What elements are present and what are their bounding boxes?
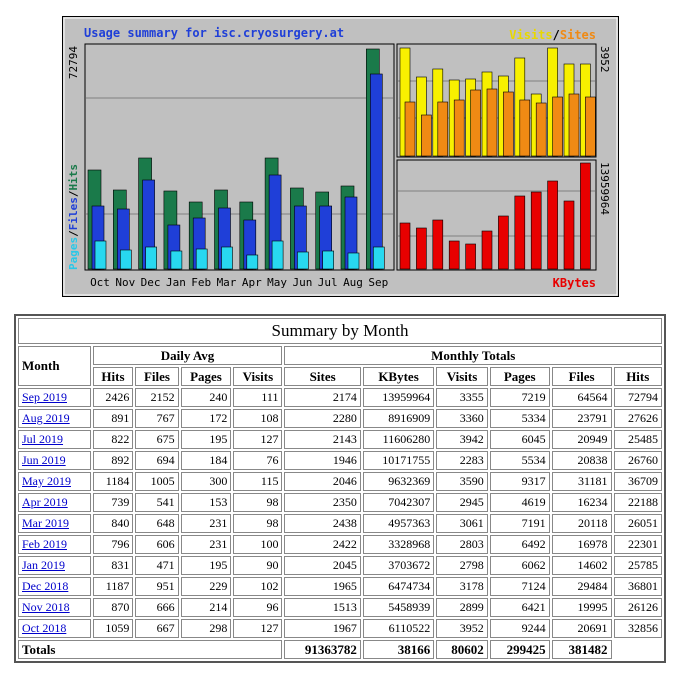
bar-kbytes-may <box>515 196 525 269</box>
bar-pages-nov <box>120 250 131 269</box>
col-header-pages: Pages <box>490 367 550 386</box>
bar-sites-feb <box>471 90 481 156</box>
cell-hits: 36709 <box>614 472 663 491</box>
cell-avg-pages: 231 <box>181 535 232 554</box>
cell-avg-pages: 229 <box>181 577 232 596</box>
cell-hits: 22188 <box>614 493 663 512</box>
cell-kbytes: 7042307 <box>363 493 434 512</box>
kbytes-max-label: 13959964 <box>598 162 611 215</box>
table-row <box>18 598 662 617</box>
chart-title: Usage summary for isc.cryosurgery.at <box>84 26 345 40</box>
month-cell <box>18 514 91 533</box>
month-cell <box>18 409 91 428</box>
monthly-totals-header: Monthly Totals <box>284 346 662 365</box>
table-row <box>18 556 662 575</box>
cell-sites: 1967 <box>284 619 360 638</box>
month-link[interactable]: Mar 2019 <box>22 516 69 530</box>
table-row <box>18 493 662 512</box>
cell-pages: 7219 <box>490 388 550 407</box>
cell-hits: 72794 <box>614 388 663 407</box>
cell-pages: 6492 <box>490 535 550 554</box>
cell-avg-hits: 1187 <box>93 577 134 596</box>
cell-avg-hits: 892 <box>93 451 134 470</box>
usage-chart <box>62 16 619 297</box>
cell-sites: 2280 <box>284 409 360 428</box>
bar-sites-oct <box>405 102 415 156</box>
cell-avg-files: 667 <box>135 619 178 638</box>
cell-hits: 25785 <box>614 556 663 575</box>
cell-sites: 1513 <box>284 598 360 617</box>
month-cell <box>18 556 91 575</box>
cell-files: 64564 <box>552 388 612 407</box>
x-tick-label: Feb <box>191 276 212 289</box>
totals-row <box>18 640 662 659</box>
bar-sites-sep <box>585 97 595 156</box>
cell-sites: 1946 <box>284 451 360 470</box>
cell-hits: 36801 <box>614 577 663 596</box>
totals-files: 299425 <box>490 640 550 659</box>
bar-files-sep <box>370 74 382 269</box>
cell-hits: 26051 <box>614 514 663 533</box>
bar-pages-feb <box>196 249 207 269</box>
bar-kbytes-dec <box>433 220 443 269</box>
cell-avg-pages: 195 <box>181 556 232 575</box>
table-row <box>18 451 662 470</box>
x-tick-label: Jan <box>165 276 186 289</box>
bar-kbytes-sep <box>580 163 590 269</box>
bar-pages-may <box>272 241 283 269</box>
cell-visits: 3061 <box>436 514 488 533</box>
cell-pages: 7191 <box>490 514 550 533</box>
cell-avg-visits: 102 <box>233 577 282 596</box>
month-cell <box>18 535 91 554</box>
cell-kbytes: 6110522 <box>363 619 434 638</box>
bar-sites-nov <box>421 115 431 156</box>
month-cell <box>18 451 91 470</box>
bar-kbytes-oct <box>400 223 410 269</box>
col-header-avg-hits: Hits <box>93 367 134 386</box>
cell-sites: 1965 <box>284 577 360 596</box>
hits-axis-legend: Pages/Files/Hits <box>67 164 80 270</box>
month-cell <box>18 577 91 596</box>
table-row <box>18 388 662 407</box>
bar-sites-jan <box>454 100 464 156</box>
column-header-row <box>18 367 662 386</box>
cell-visits: 2899 <box>436 598 488 617</box>
cell-pages: 6045 <box>490 430 550 449</box>
hits-max-label: 72794 <box>67 46 80 80</box>
bar-sites-dec <box>438 102 448 156</box>
cell-avg-hits: 1059 <box>93 619 134 638</box>
cell-avg-pages: 184 <box>181 451 232 470</box>
legend-pages: Pages <box>67 236 80 270</box>
col-header-sites: Sites <box>284 367 360 386</box>
month-link[interactable]: Jun 2019 <box>22 453 66 467</box>
month-link[interactable]: Nov 2018 <box>22 600 70 614</box>
totals-hits: 381482 <box>552 640 612 659</box>
bar-kbytes-aug <box>564 201 574 269</box>
cell-avg-pages: 172 <box>181 409 232 428</box>
cell-avg-hits: 870 <box>93 598 134 617</box>
cell-sites: 2438 <box>284 514 360 533</box>
col-header-kbytes: KBytes <box>363 367 434 386</box>
cell-avg-files: 767 <box>135 409 178 428</box>
bar-pages-dec <box>146 247 157 269</box>
cell-kbytes: 5458939 <box>363 598 434 617</box>
cell-avg-hits: 739 <box>93 493 134 512</box>
legend-files: Files <box>67 197 80 231</box>
col-header-files: Files <box>552 367 612 386</box>
cell-visits: 3590 <box>436 472 488 491</box>
month-cell <box>18 430 91 449</box>
x-tick-label: Aug <box>343 276 363 289</box>
cell-avg-pages: 298 <box>181 619 232 638</box>
cell-files: 23791 <box>552 409 612 428</box>
cell-kbytes: 6474734 <box>363 577 434 596</box>
month-cell <box>18 493 91 512</box>
bar-kbytes-mar <box>482 231 492 269</box>
table-caption: Summary by Month <box>18 318 662 344</box>
month-link[interactable]: Dec 2018 <box>22 579 69 593</box>
cell-pages: 4619 <box>490 493 550 512</box>
cell-files: 19995 <box>552 598 612 617</box>
cell-avg-hits: 796 <box>93 535 134 554</box>
cell-kbytes: 11606280 <box>363 430 434 449</box>
bar-pages-oct <box>95 241 106 269</box>
bar-pages-jul <box>323 251 334 269</box>
cell-visits: 3178 <box>436 577 488 596</box>
cell-avg-visits: 96 <box>233 598 282 617</box>
totals-pages: 80602 <box>436 640 488 659</box>
x-tick-label: Jul <box>317 276 338 289</box>
bar-kbytes-jan <box>449 241 459 269</box>
cell-files: 20691 <box>552 619 612 638</box>
x-tick-label: Sep <box>368 276 389 289</box>
cell-avg-files: 675 <box>135 430 178 449</box>
cell-kbytes: 8916909 <box>363 409 434 428</box>
totals-kbytes: 91363782 <box>284 640 360 659</box>
daily-avg-header: Daily Avg <box>93 346 283 365</box>
month-link[interactable]: Feb 2019 <box>22 537 67 551</box>
cell-kbytes: 3328968 <box>363 535 434 554</box>
cell-avg-visits: 127 <box>233 619 282 638</box>
cell-kbytes: 13959964 <box>363 388 434 407</box>
cell-avg-visits: 98 <box>233 493 282 512</box>
cell-avg-hits: 840 <box>93 514 134 533</box>
cell-visits: 3952 <box>436 619 488 638</box>
cell-hits: 32856 <box>614 619 663 638</box>
cell-avg-visits: 100 <box>233 535 282 554</box>
cell-avg-hits: 1184 <box>93 472 134 491</box>
x-tick-label: Jun <box>292 276 313 289</box>
cell-avg-pages: 240 <box>181 388 232 407</box>
cell-kbytes: 4957363 <box>363 514 434 533</box>
cell-avg-files: 1005 <box>135 472 178 491</box>
cell-files: 14602 <box>552 556 612 575</box>
cell-avg-pages: 214 <box>181 598 232 617</box>
cell-avg-hits: 831 <box>93 556 134 575</box>
cell-avg-files: 2152 <box>135 388 178 407</box>
cell-pages: 5334 <box>490 409 550 428</box>
cell-visits: 2283 <box>436 451 488 470</box>
totals-visits: 38166 <box>363 640 434 659</box>
summary-by-month <box>14 314 666 663</box>
x-tick-label: Apr <box>241 276 262 289</box>
cell-sites: 2422 <box>284 535 360 554</box>
cell-kbytes: 3703672 <box>363 556 434 575</box>
cell-avg-pages: 195 <box>181 430 232 449</box>
bar-sites-jun <box>536 103 546 156</box>
cell-pages: 5534 <box>490 451 550 470</box>
table-row <box>18 430 662 449</box>
cell-visits: 3942 <box>436 430 488 449</box>
table-row <box>18 472 662 491</box>
cell-avg-files: 606 <box>135 535 178 554</box>
bar-pages-jun <box>297 252 308 269</box>
cell-avg-files: 951 <box>135 577 178 596</box>
month-link[interactable]: Apr 2019 <box>22 495 68 509</box>
col-header-hits: Hits <box>614 367 663 386</box>
kbytes-legend: KBytes <box>552 276 596 290</box>
bar-kbytes-nov <box>416 228 426 269</box>
cell-visits: 2798 <box>436 556 488 575</box>
bar-sites-jul <box>553 97 563 156</box>
cell-hits: 25485 <box>614 430 663 449</box>
cell-kbytes: 9632369 <box>363 472 434 491</box>
cell-avg-visits: 115 <box>233 472 282 491</box>
cell-avg-pages: 231 <box>181 514 232 533</box>
cell-hits: 27626 <box>614 409 663 428</box>
cell-sites: 2045 <box>284 556 360 575</box>
cell-pages: 9317 <box>490 472 550 491</box>
cell-avg-files: 666 <box>135 598 178 617</box>
cell-avg-visits: 111 <box>233 388 282 407</box>
cell-avg-hits: 822 <box>93 430 134 449</box>
month-header: Month <box>18 346 91 386</box>
legend-sep: / <box>552 28 560 42</box>
legend-hits: Hits <box>67 164 80 191</box>
cell-files: 31181 <box>552 472 612 491</box>
table-row <box>18 577 662 596</box>
cell-files: 20838 <box>552 451 612 470</box>
cell-sites: 2174 <box>284 388 360 407</box>
bar-kbytes-jul <box>548 181 558 269</box>
table-row <box>18 409 662 428</box>
cell-pages: 6421 <box>490 598 550 617</box>
cell-pages: 6062 <box>490 556 550 575</box>
totals-label: Totals <box>18 640 282 659</box>
month-cell <box>18 388 91 407</box>
bar-sites-may <box>520 100 530 156</box>
month-cell <box>18 472 91 491</box>
cell-files: 20949 <box>552 430 612 449</box>
cell-avg-visits: 108 <box>233 409 282 428</box>
cell-visits: 2945 <box>436 493 488 512</box>
cell-files: 16978 <box>552 535 612 554</box>
cell-hits: 26126 <box>614 598 663 617</box>
month-link[interactable]: Sep 2019 <box>22 390 67 404</box>
month-link[interactable]: Jan 2019 <box>22 558 65 572</box>
month-link[interactable]: Aug 2019 <box>22 411 70 425</box>
month-link[interactable]: Oct 2018 <box>22 621 67 635</box>
cell-avg-pages: 153 <box>181 493 232 512</box>
cell-kbytes: 10171755 <box>363 451 434 470</box>
month-link[interactable]: Jul 2019 <box>22 432 64 446</box>
bar-sites-aug <box>569 94 579 156</box>
cell-avg-pages: 300 <box>181 472 232 491</box>
cell-files: 29484 <box>552 577 612 596</box>
cell-avg-visits: 76 <box>233 451 282 470</box>
cell-files: 20118 <box>552 514 612 533</box>
legend-sites: Sites <box>559 28 596 42</box>
cell-hits: 22301 <box>614 535 663 554</box>
visits-max-label: 3952 <box>598 46 611 73</box>
col-header-avg-files: Files <box>135 367 178 386</box>
cell-visits: 2803 <box>436 535 488 554</box>
bar-pages-sep <box>373 247 384 269</box>
cell-visits: 3355 <box>436 388 488 407</box>
cell-avg-files: 694 <box>135 451 178 470</box>
cell-pages: 9244 <box>490 619 550 638</box>
col-header-avg-visits: Visits <box>233 367 282 386</box>
legend-visits: Visits <box>509 28 553 42</box>
cell-avg-visits: 98 <box>233 514 282 533</box>
x-tick-label: Dec <box>140 276 161 289</box>
month-link[interactable]: May 2019 <box>22 474 71 488</box>
cell-avg-hits: 891 <box>93 409 134 428</box>
cell-avg-visits: 127 <box>233 430 282 449</box>
month-cell <box>18 598 91 617</box>
cell-avg-files: 471 <box>135 556 178 575</box>
cell-avg-visits: 90 <box>233 556 282 575</box>
visits-sites-legend <box>509 28 596 42</box>
col-header-visits: Visits <box>436 367 488 386</box>
bar-kbytes-feb <box>466 244 476 269</box>
bar-kbytes-apr <box>498 216 508 269</box>
cell-hits: 26760 <box>614 451 663 470</box>
col-header-avg-pages: Pages <box>181 367 232 386</box>
x-tick-label: Oct <box>90 276 110 289</box>
table-row <box>18 619 662 638</box>
bar-pages-apr <box>247 255 258 269</box>
x-tick-label: May <box>267 276 288 289</box>
table-row <box>18 514 662 533</box>
cell-visits: 3360 <box>436 409 488 428</box>
cell-avg-hits: 2426 <box>93 388 134 407</box>
cell-pages: 7124 <box>490 577 550 596</box>
cell-sites: 2143 <box>284 430 360 449</box>
x-tick-label: Mar <box>216 276 237 289</box>
x-tick-label: Nov <box>115 276 136 289</box>
bar-sites-apr <box>503 92 513 156</box>
bar-sites-mar <box>487 89 497 156</box>
cell-avg-files: 541 <box>135 493 178 512</box>
cell-sites: 2350 <box>284 493 360 512</box>
bar-pages-aug <box>348 253 359 269</box>
cell-sites: 2046 <box>284 472 360 491</box>
table-row <box>18 535 662 554</box>
summary-table <box>16 316 664 661</box>
cell-files: 16234 <box>552 493 612 512</box>
bar-pages-jan <box>171 251 182 269</box>
bar-kbytes-jun <box>531 192 541 269</box>
cell-avg-files: 648 <box>135 514 178 533</box>
month-cell <box>18 619 91 638</box>
bar-pages-mar <box>222 247 233 269</box>
